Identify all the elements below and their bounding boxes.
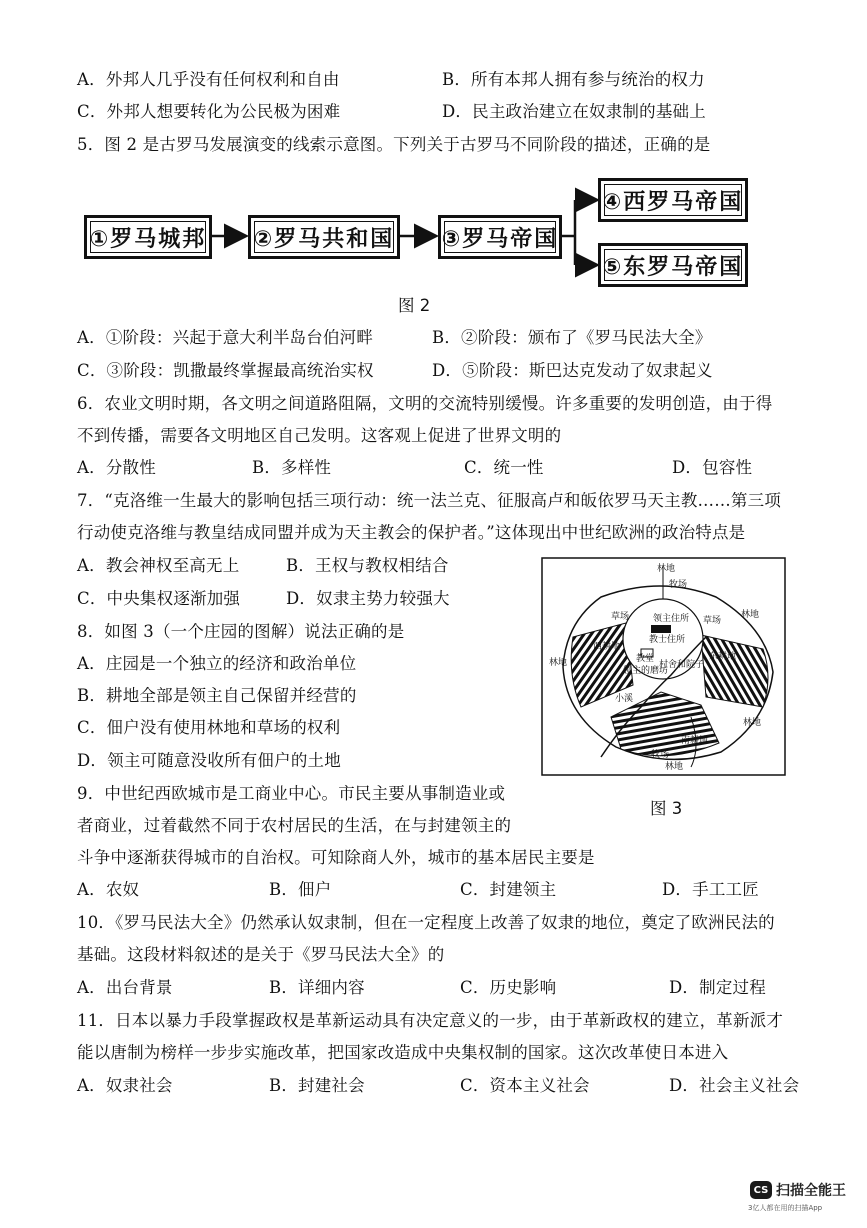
q7-option-c: C．中央集权逐渐加强 [77, 589, 241, 608]
q9-stem-line1: 9．中世纪西欧城市是工商业中心。市民主要从事制造业或 [77, 784, 506, 803]
q10-option-b: B．详细内容 [269, 978, 365, 997]
label-forest-left: 林地 [549, 658, 568, 668]
q10-stem-line1: 10．《罗马民法大全》仍然承认奴隶制，但在一定程度上改善了奴隶的地位，奠定了欧洲民法的 [77, 913, 775, 932]
q10-option-c: C．历史影响 [460, 978, 557, 997]
figure3-caption: 图 3 [650, 799, 683, 818]
q7-option-b: B．王权与教权相结合 [286, 556, 449, 575]
label-stream: 小溪 [615, 694, 634, 704]
q6-option-c: C．统一性 [464, 458, 544, 477]
q7-option-a: A．教会神权至高无上 [77, 556, 240, 575]
q11-option-d: D．社会主义社会 [669, 1076, 800, 1095]
q5-option-b: B．②阶段：颁布了《罗马民法大全》 [432, 328, 712, 347]
flow-box-label: ①罗马城邦 [89, 226, 207, 252]
flow-box-label: ⑤东罗马帝国 [602, 254, 744, 280]
q11-option-c: C．资本主义社会 [460, 1076, 590, 1095]
q6-stem-line2: 不到传播，需要各文明地区自己发明。这客观上促进了世界文明的 [77, 426, 562, 445]
label-forest-top: 林地 [657, 564, 676, 574]
flow-box-label: ④西罗马帝国 [602, 189, 744, 215]
q11-stem-line1: 11．日本以暴力手段掌握政权是革新运动具有决定意义的一步，由于革新政权的建立，革新派才 [77, 1011, 784, 1030]
label-forest-right: 林地 [741, 610, 760, 620]
q6-option-d: D．包容性 [672, 458, 753, 477]
label-lord-house: 领主住所 [653, 614, 690, 624]
q9-option-c: C．封建领主 [460, 880, 557, 899]
q9-stem-line3: 斗争中逐渐获得城市的自治权。可知除商人外，城市的基本居民主要是 [77, 848, 595, 867]
flow-box-roman-city-state [84, 215, 212, 259]
q5-stem: 5．图 2 是古罗马发展演变的线索示意图。下列关于古罗马不同阶段的描述，正确的是 [77, 135, 711, 154]
label-forest-right2: 林地 [743, 718, 762, 728]
q6-option-a: A．分散性 [77, 458, 156, 477]
scanner-logo [750, 1180, 846, 1200]
figure3-manor-map [541, 557, 786, 776]
label-lord-mill: 领主的磨坊 [623, 666, 669, 676]
q10-option-d: D．制定过程 [669, 978, 766, 997]
label-priest-house: 教士住所 [649, 635, 686, 645]
label-church: 教堂 [636, 654, 655, 664]
flow-box-roman-republic [248, 215, 400, 259]
q9-option-d: D．手工工匠 [662, 880, 759, 899]
q10-stem-line2: 基础。这段材料叙述的是关于《罗马民法大全》的 [77, 945, 445, 964]
q9-option-a: A．农奴 [77, 880, 140, 899]
q7-option-d: D．奴隶主势力较强大 [286, 589, 450, 608]
label-forest-bottom: 林地 [665, 762, 684, 772]
label-pasture-bottom: 牧场 [651, 750, 670, 760]
label-meadow-left: 草场 [611, 612, 630, 622]
lord-house-shape [651, 625, 671, 633]
scanner-tagline: 3亿人都在用的扫描App [748, 1204, 823, 1212]
q8-option-d: D．领主可随意没收所有佃户的土地 [77, 751, 341, 770]
q4-option-c: C．外邦人想要转化为公民极为困难 [77, 102, 341, 121]
q8-stem: 8．如图 3（一个庄园的图解）说法正确的是 [77, 622, 405, 641]
label-south-field: 南耕地 [681, 736, 709, 746]
flow-box-eastern-roman-empire [598, 243, 748, 287]
q5-option-d: D．⑤阶段：斯巴达克发动了奴隶起义 [432, 361, 713, 380]
label-village: 村舍和院子 [659, 660, 705, 670]
q7-stem-line2: 行动使克洛维与教皇结成同盟并成为天主教会的保护者。”这体现出中世纪欧洲的政治特点是 [77, 523, 746, 542]
q4-option-b: B．所有本邦人拥有参与统治的权力 [442, 70, 705, 89]
q9-stem-line2: 者商业，过着截然不同于农村居民的生活，在与封建领主的 [77, 816, 512, 835]
label-east-field: 东耕地 [709, 652, 737, 662]
q11-stem-line2: 能以唐制为榜样一步步实施改革，把国家改造成中央集权制的国家。这次改革使日本进入 [77, 1043, 729, 1062]
label-west-field: 西耕地 [593, 642, 621, 652]
cs-badge-icon: CS [750, 1181, 772, 1199]
q11-option-a: A．奴隶社会 [77, 1076, 173, 1095]
q11-option-b: B．封建社会 [269, 1076, 365, 1095]
q6-stem-line1: 6．农业文明时期，各文明之间道路阻隔，文明的交流特别缓慢。许多重要的发明创造，由于得 [77, 394, 773, 413]
q10-option-a: A．出台背景 [77, 978, 173, 997]
q8-option-a: A．庄园是一个独立的经济和政治单位 [77, 654, 357, 673]
q8-option-c: C．佃户没有使用林地和草场的权利 [77, 718, 341, 737]
q4-option-a: A．外邦人几乎没有任何权利和自由 [77, 70, 340, 89]
scanner-app-name: 扫描全能王 [776, 1183, 846, 1199]
q5-option-c: C．③阶段：凯撒最终掌握最高统治实权 [77, 361, 374, 380]
flow-box-western-roman-empire [598, 178, 748, 222]
q8-option-b: B．耕地全部是领主自己保留并经营的 [77, 686, 357, 705]
flow-box-label: ③罗马帝国 [441, 226, 559, 252]
flow-box-roman-empire [438, 215, 562, 259]
q6-option-b: B．多样性 [252, 458, 332, 477]
label-pasture-top: 牧场 [669, 580, 688, 590]
q9-option-b: B．佃户 [269, 880, 332, 899]
q5-option-a: A．①阶段：兴起于意大利半岛台伯河畔 [77, 328, 374, 347]
q7-stem-line1: 7．“克洛维一生最大的影响包括三项行动：统一法兰克、征服高卢和皈依罗马天主教……第三项 [77, 491, 782, 510]
label-meadow-right: 草场 [703, 616, 722, 626]
flow-box-label: ②罗马共和国 [253, 226, 395, 252]
q4-option-d: D．民主政治建立在奴隶制的基础上 [442, 102, 706, 121]
figure2-caption: 图 2 [398, 296, 431, 315]
